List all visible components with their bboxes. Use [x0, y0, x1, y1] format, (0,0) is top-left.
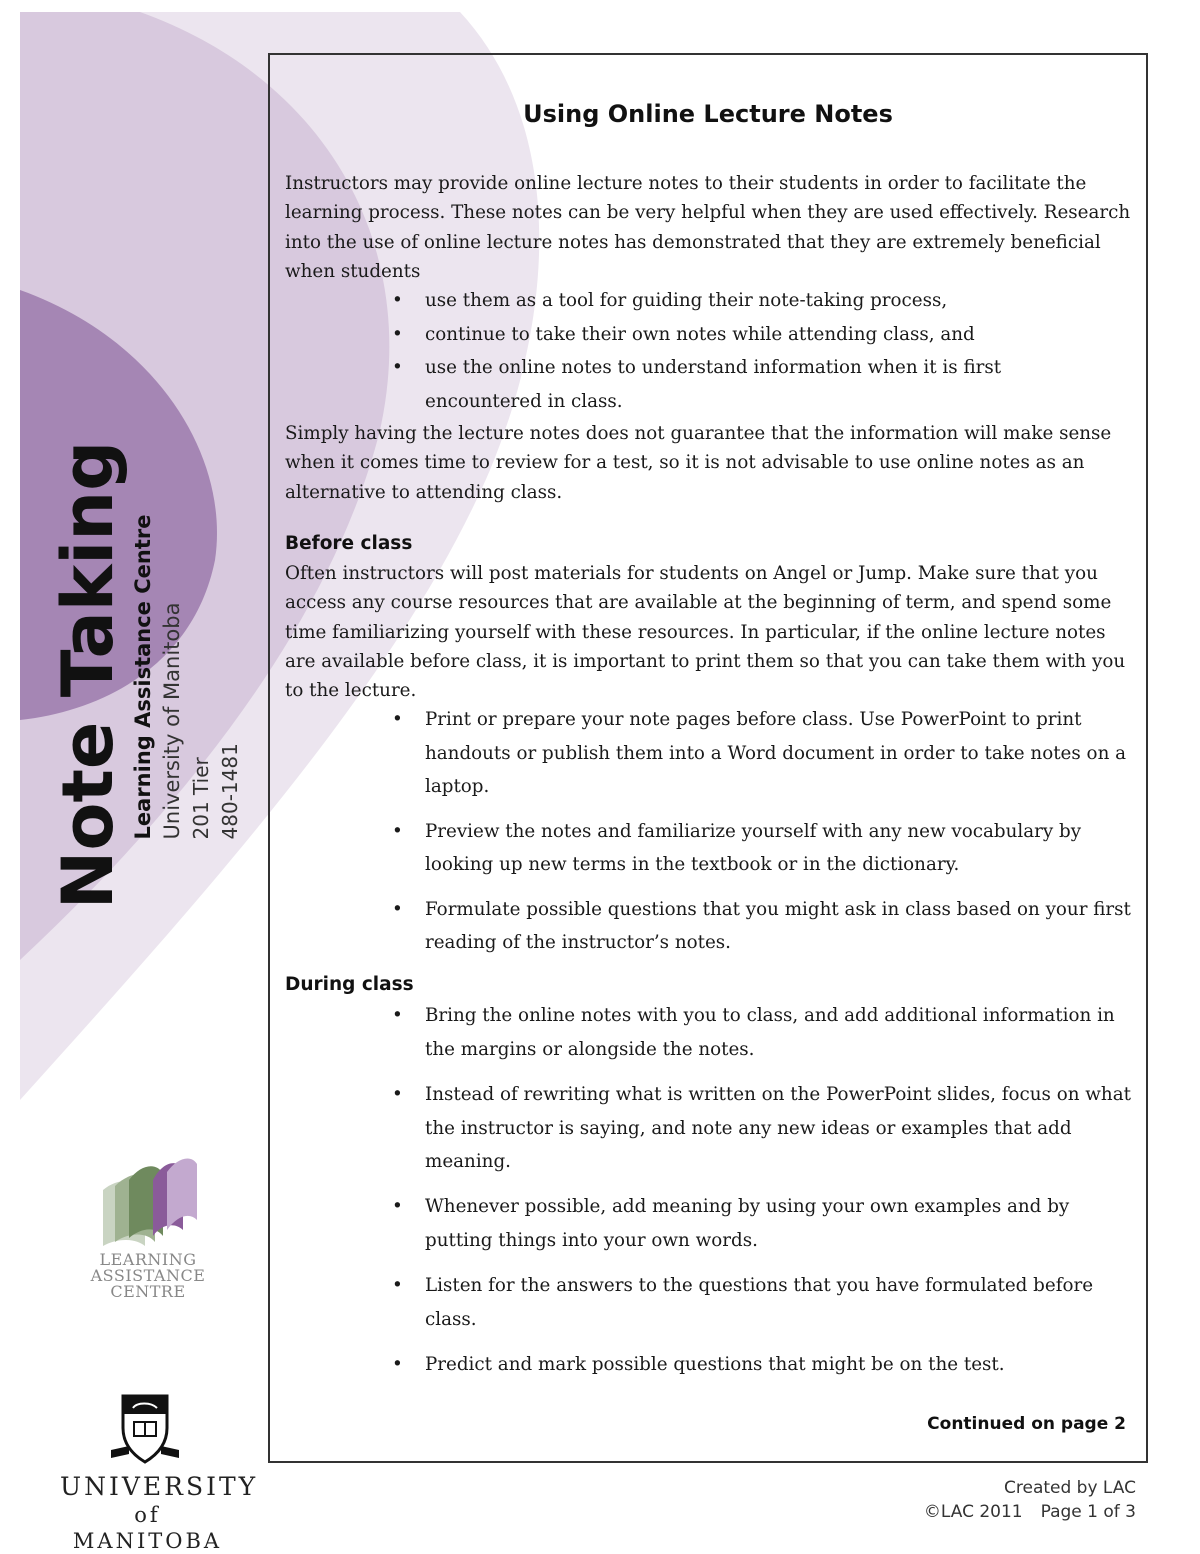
university-crest-icon	[105, 1388, 185, 1468]
before-class-paragraph: Often instructors will post materials for students on Angel or Jump. Make sure that you access any course resources that are available at the beginning of term, and spend some time familiarizing yourself with these resources. In particular, if the online lecture notes are available before class, it is important to print them so that you can take them with you to the lecture.	[285, 563, 1126, 702]
during-class-bullet: • Instead of rewriting what is written on the PowerPoint slides, focus on what the instructor is saying, and note any new ideas or examples that add meaning.	[425, 1078, 1140, 1179]
during-class-bullet: • Listen for the answers to the questions that you have formulated before class.	[425, 1269, 1140, 1336]
lac-logo-line2: CENTRE	[110, 1282, 186, 1301]
copyright-line	[924, 1500, 1136, 1524]
sidebar-contact	[129, 515, 245, 840]
continued-note: Continued on page 2	[927, 1414, 1126, 1434]
org-name: Learning Assistance Centre	[131, 514, 155, 840]
document-title: Using Online Lecture Notes	[523, 100, 893, 128]
before-class-bullet: • Formulate possible questions that you might ask in class based on your first reading of the instructor’s notes.	[425, 893, 1140, 959]
before-class-heading: Before class	[285, 533, 413, 554]
footer	[924, 1476, 1136, 1524]
phone-number: 480-1481	[218, 743, 242, 840]
during-class-bullet: • Predict and mark possible questions that might be on the test.	[425, 1348, 1140, 1382]
university-name: University of Manitoba	[160, 602, 184, 840]
intro-closing-paragraph: Simply having the lecture notes does not guarantee that the information will make sense when it comes time to review for a test, so it is not advisable to use online notes as an alternative to attending class.	[285, 423, 1112, 503]
intro-bullet: • use the online notes to understand information when it is first encountered in class.	[425, 351, 1025, 418]
created-by: Created by LAC	[1004, 1478, 1136, 1498]
during-class-bullet: • Whenever possible, add meaning by using your own examples and by putting things into your own words.	[425, 1190, 1140, 1257]
copyright: ©LAC 2011	[923, 1502, 1023, 1522]
lac-logo-text	[55, 1252, 241, 1300]
before-class-bullet: • Preview the notes and familiarize yourself with any new vocabulary by looking up new terms in the textbook or in the dictionary.	[425, 815, 1140, 881]
intro-paragraph: Instructors may provide online lecture notes to their students in order to facilitate the learning process. These notes can be very helpful when they are used effectively. Research into the use of online lecture notes has demonstrated that they are extremely beneficial when students	[285, 173, 1131, 282]
sidebar-title: Note Taking	[47, 440, 129, 910]
um-logo-line2: of MANITOBA	[72, 1503, 223, 1553]
university-logo-text	[60, 1472, 259, 1554]
um-logo-line1: UNIVERSITY	[60, 1472, 259, 1501]
intro-bullet: • use them as a tool for guiding their note-taking process,	[425, 284, 1140, 318]
room-number: 201 Tier	[189, 757, 213, 840]
intro-bullet: • continue to take their own notes while attending class, and	[425, 318, 1140, 352]
during-class-bullet: • Bring the online notes with you to class, and add additional information in the margins or alongside the notes.	[425, 999, 1140, 1066]
lac-logo-line1: LEARNING ASSISTANCE	[90, 1250, 206, 1285]
before-class-bullet: • Print or prepare your note pages before class. Use PowerPoint to print handouts or publish them into a Word document in order to take notes on a laptop.	[425, 703, 1140, 804]
during-class-heading: During class	[285, 974, 414, 995]
page-number: Page 1 of 3	[1040, 1502, 1136, 1522]
